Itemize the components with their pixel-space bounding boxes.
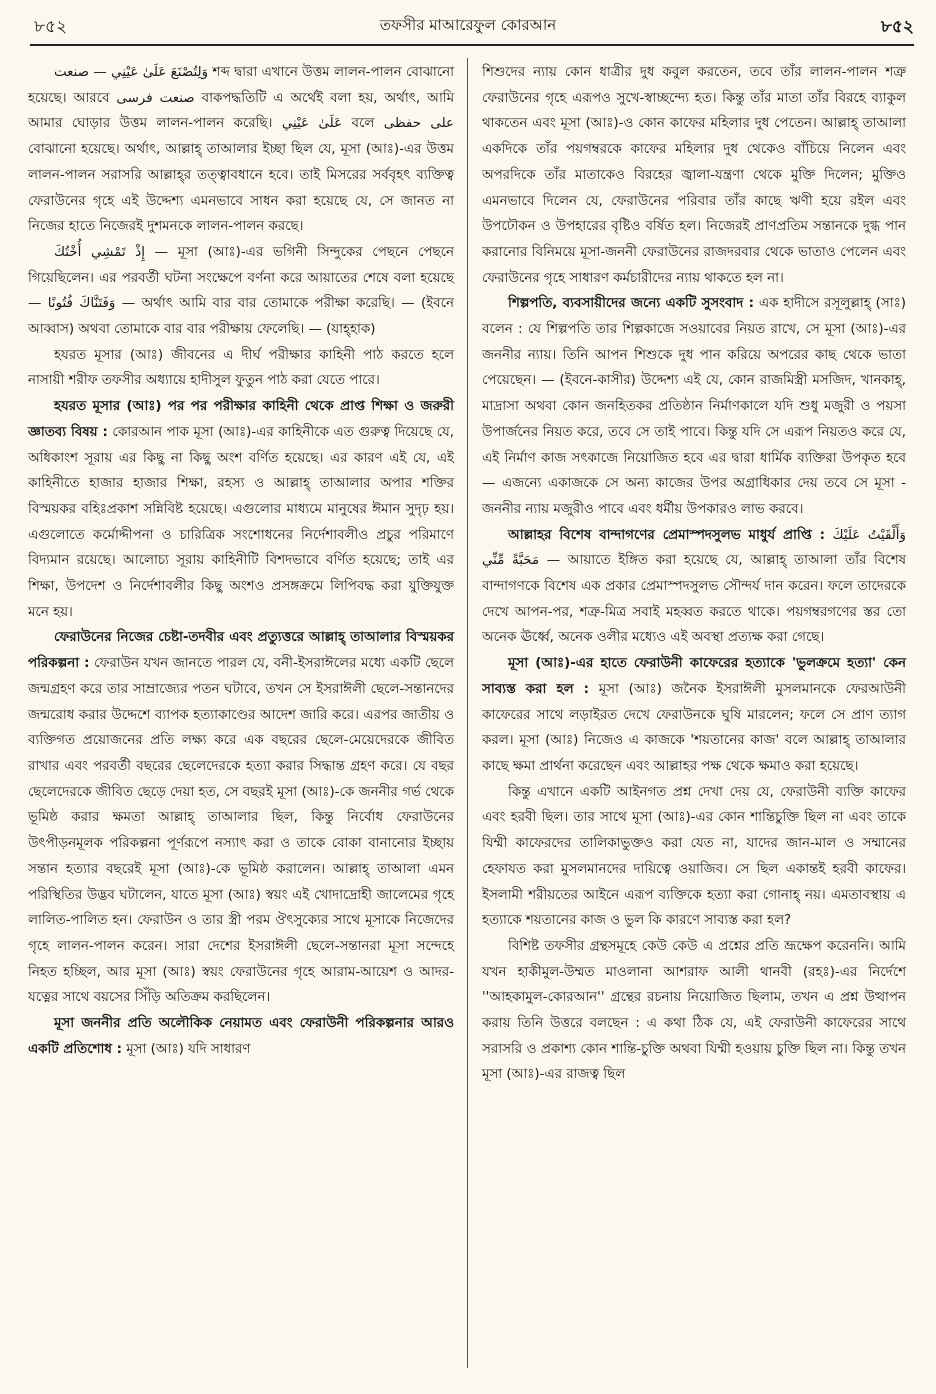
paragraph-text: কোরআন পাক মূসা (আঃ)-এর কাহিনীকে এত গুরুত্ব দিয়েছে যে, অধিকাংশ সূরায় এর কিছু না কিছু অংশ বর্ণিত হয়েছে। এর কারণ এই যে, এই কাহিনীতে হাজার হাজার শিক্ষা, রহস্য ও আল্লাহ্ তাআলার অপার শক্তির বিস্ময়কর বহিঃপ্রকাশ সন্নিবিষ্ট হয়েছে। এগুলোর মাধ্যমে মানুষের ঈমান সুদৃঢ় হয়। এগুলোতে কর্মোদ্দীপনা ও চারিত্রিক সংশোধনের নির্দেশাবলীও প্রচুর পরিমাণে বিদ্যমান রয়েছে। আলোচ্য সূরায় কাহিনীটি বিশদভাবে বর্ণিত হয়েছে; তাই এর শিক্ষা, উপদেশ ও নির্দেশাবলীর কিছু অংশও প্রসঙ্গক্রমে লিপিবদ্ধ করা যুক্তিযুক্ত মনে হয়। — [28, 424, 454, 620]
paragraph — [482, 780, 906, 934]
paragraph-text: বিশিষ্ট তফসীর গ্রন্থসমূহে কেউ কেউ এ প্রশ্নের প্রতি ভ্রূক্ষেপ করেননি। আমি যখন হাকীমুল-উম্মত মাওলানা আশরাফ আলী থানবী (রহঃ)-এর নির্দেশে ''আহকামুল-কোরআন'' গ্রন্থের রচনায় নিয়োজিত ছিলাম, তখন এ প্রশ্ন উত্থাপন করায় তিনি উত্তরে বলছেন : এ কথা ঠিক যে, এই ফেরাউনী কাফেরের সাথে সরাসরি ও প্রকাশ্য কোন শান্তি-চুক্তি অথবা যিম্মী হওয়ায় চুক্তি ছিল না। কিন্তু তখন মূসা (আঃ)-এর রাজত্ব ছিল — [482, 938, 906, 1083]
section-heading: মূসা (আঃ)-এর হাতে ফেরাউনী কাফেরের হত্যাকে 'ভুলক্রমে হত্যা' কেন সাব্যস্ত করা হল : — [482, 656, 906, 697]
section-heading: হযরত মূসার (আঃ) পর পর পরীক্ষার কাহিনী থেকে প্রাপ্ত শিক্ষা ও জরুরী জ্ঞাতব্য বিষয় : — [28, 399, 454, 440]
paragraph — [482, 523, 906, 652]
page-number-left: ৮৫২ — [34, 17, 68, 37]
paragraph-text: শিশুদের ন্যায় কোন ধাত্রীর দুধ কবুল করতেন, তবে তাঁর লালন-পালন শত্রু ফেরাউনের গৃহে এরূপও সুখে-স্বাচ্ছন্দ্যে হত। কিন্তু তাঁর মাতা তাঁর বিরহে ব্যাকুল থাকতেন এবং মূসা (আঃ)-ও কোন কাফের মহিলার দুধ পেতেন। আল্লাহ্ তাআলা একদিকে তাঁর পয়গম্বরকে কাফের মহিলার দুধ থেকেও বাঁচিয়ে নিলেন এবং অপরদিকে তাঁর মাতাকেও বিরহের জ্বালা-যন্ত্রণা থেকে মুক্তি দিলেন; মুক্তিও এমনভাবে দিলেন যে, ফেরাউনের পরিবার তাঁর কাছে ঋণী হয়ে রইল এবং উপঢৌকন ও উপহারের বৃষ্টিও বর্ষিত হল। নিজেরই প্রাণপ্রতিম সন্তানকে দুগ্ধ পান করানোর বিনিময়ে মূসা-জননী ফেরাউনের রাজদরবার থেকে ভাতাও পেলেন এবং ফেরাউনের গৃহে সাধারণ কর্মচারীদের ন্যায় থাকতে হল না। — [482, 65, 906, 286]
paragraph — [28, 394, 454, 625]
paragraph-text: وَلِتُصْنَعَ عَلَىٰ عَيْنِي — صنعت শব্দ দ্বারা এখানে উত্তম লালন-পালন বোঝানো হয়েছে। আরবে صنعت فرسی বাকপদ্ধতিটি এ অর্থেই বলা হয়, অর্থাৎ, আমি আমার ঘোড়ার উত্তম লালন-পালন করেছি। عَلَىٰ عَيْنِي বলে علی حفظی বোঝানো হয়েছে। অর্থাৎ, আল্লাহ্ তাআলার ইচ্ছা ছিল যে, মূসা (আঃ)-এর উত্তম লালন-পালন সরাসরি আল্লাহ্‌র তত্ত্বাবধানে হবে। তাই মিসরের সর্ববৃহৎ ব্যক্তিত্ব ফেরাউনের গৃহে এই উদ্দেশ্য এমনভাবে সাধন করা হয়েছে যে, সে জানত না নিজের হাতে নিজেরই দুশমনকে লালন-পালন করছে। — [28, 65, 455, 235]
paragraph — [482, 934, 906, 1088]
paragraph-text: إِذْ تَمْشِي أُخْتُكَ — মূসা (আঃ)-এর ভগিনী সিন্দুকের পেছনে পেছনে গিয়েছিলেন। এর পরবর্তী ঘটনা সংক্ষেপে বর্ণনা করে আয়াতের শেষে বলা হয়েছে— وَفَتَنَّاكَ فُتُونًا — অর্থাৎ আমি বার বার তোমাকে পরীক্ষা করেছি। — (ইবনে আব্বাস) অথবা তোমাকে বার বার পরীক্ষায় ফেলেছি। — (যাহ্হাক) — [28, 244, 454, 338]
page-number-right: ৮৫২ — [880, 17, 914, 37]
section-heading: ফেরাউনের নিজের চেষ্টা-তদবীর এবং প্রত্যুত্তরে আল্লাহ্ তাআলার বিস্ময়কর পরিকল্পনা : — [28, 630, 454, 672]
paragraph-text: কিন্তু এখানে একটি আইনগত প্রশ্ন দেখা দেয় যে, ফেরাউনী ব্যক্তি কাফের এবং হরবী ছিল। তার সাথে মূসা (আঃ)-এর কোন শান্তিচুক্তি ছিল না এবং তাকে যিম্মী কাফেরদের তালিকাভুক্তও করা যেত না, যাদের জান-মাল ও সম্মানের হেফাযত করা মুসলমানদের দায়িত্বে ওয়াজিব। সে ছিল একান্তই হরবী কাফের। ইসলামী শরীয়তের আইনে এরূপ ব্যক্তিকে হত্যা করা গোনাহ্ নয়। এমতাবস্থায় এ হত্যাকে শয়তানের কাজ ও ভুল কি কারণে সাব্যস্ত করা হল? — [482, 784, 906, 929]
paragraph — [28, 1011, 454, 1062]
paragraph — [28, 625, 454, 1011]
paragraph-text: ফেরাউন যখন জানতে পারল যে, বনী-ইসরাঈলের মধ্যে একটি ছেলে জন্মগ্রহণ করে তার সাম্রাজ্যের পতন ঘটাবে, তখন সে ইসরাঈলী ছেলে-সন্তানদের জন্মরোধ করার উদ্দেশে ব্যাপক হত্যাকাণ্ডের আদেশ জারি করে। এরপর জাতীয় ও ব্যক্তিগত প্রয়োজনের প্রতি লক্ষ্য করে এক বছরের ছেলে-মেয়েদেরকে জীবিত রাখার এবং পরবর্তী বছরের ছেলেদেরকে হত্যা করার সিদ্ধান্ত গ্রহণ করে। যে বছর ছেলেদেরকে জীবিত ছেড়ে দেয়া হত, সে বছরই মূসা (আঃ)-কে জননীর গর্ভ থেকে ভূমিষ্ঠ করার ক্ষমতা আল্লাহ্ তাআলার ছিল, কিন্তু নির্বোধ ফেরাউনের উৎপীড়নমূলক পরিকল্পনা পূর্ণরূপে নস্যাৎ করা ও তাকে বোকা বানানোর ইচ্ছায় সন্তান হত্যার বছরেই মূসা (আঃ)-কে ভূমিষ্ঠ করালেন। আল্লাহ্ তাআলা এমন পরিস্থিতির উদ্ভব ঘটালেন, যাতে মূসা (আঃ) স্বয়ং এই খোদাদ্রোহী জালেমের গৃহে লালিত-পালিত হন। ফেরাউন ও তার স্ত্রী পরম ঔৎসুক্যের সাথে মূসাকে নিজেদের গৃহে লালন-পালন করেন। সারা দেশের ইসরাঈলী ছেলে-সন্তানরা মূসা সন্দেহে নিহত হচ্ছিল, আর মূসা (আঃ) স্বয়ং ফেরাউনের গৃহে আরাম-আয়েশ ও আদর-যত্নের সাথে বয়সের সিঁড়ি অতিক্রম করছিলেন। — [28, 656, 454, 1006]
paragraph — [482, 291, 906, 522]
left-column — [28, 60, 454, 1062]
paragraph-text: মূসা (আঃ) যদি সাধারণ — [126, 1041, 251, 1057]
right-column — [482, 60, 906, 1088]
header-rule — [30, 44, 914, 46]
column-divider — [467, 58, 468, 1368]
section-heading: আল্লাহর বিশেষ বান্দাগণের প্রেমাস্পদসুলভ মাধুর্য প্রাপ্তি : — [508, 527, 825, 543]
paragraph — [28, 343, 454, 394]
paragraph-text: এক হাদীসে রসূলুল্লাহ্ (সাঃ) বলেন : যে শিল্পপতি তার শিল্পকাজে সওয়াবের নিয়ত রাখে, সে মূসা (আঃ)-এর জননীর ন্যায়। তিনি আপন শিশুকে দুধ পান করিয়ে অপরের কাছ থেকে ভাতা পেয়েছেন। — (ইবনে-কাসীর) উদ্দেশ্য এই যে, কোন রাজমিস্ত্রী মসজিদ, খানকাহ্, মাদ্রাসা অথবা কোন জনহিতকর প্রতিষ্ঠান নির্মাণকালে যদি শুধু মজুরী ও পয়সা উপার্জনের নিয়ত করে, তবে সে তাই পাবে। কিন্তু যদি সে এরূপ নিয়তও করে যে, এই নির্মাণ কাজ সৎকাজে নিয়োজিত হবে এর দ্বারা ধার্মিক ব্যক্তিরা উপকৃত হবে — এজন্যে একাজকে সে অন্য কাজের উপর অগ্রাধিকার দেয় তবে সে মূসা - জননীর ন্যায় মজুরীও পাবে এবং ধর্মীয় উপকারও লাভ করবে। — [482, 296, 906, 517]
paragraph-text: মূসা (আঃ) জনৈক ইসরাঈলী মুসলমানকে ফেরআউনী কাফেরের সাথে লড়াইরত দেখে ফেরাউনকে ঘুষি মারলেন; ফলে সে প্রাণ ত্যাগ করল। মূসা (আঃ) নিজেও এ কাজকে 'শয়তানের কাজ' বলে আল্লাহ্ তাআলার কাছে ক্ষমা প্রার্থনা করেছেন এবং আল্লাহর পক্ষ থেকে ক্ষমাও করা হয়েছে। — [482, 681, 906, 774]
section-heading: শিল্পপতি, ব্যবসায়ীদের জন্যে একটি সুসংবাদ : — [508, 296, 754, 312]
page-header — [0, 0, 936, 58]
paragraph — [28, 240, 454, 343]
running-title: তফসীর মাআরেফুল কোরআন — [379, 16, 557, 34]
section-heading: মূসা জননীর প্রতি অলৌকিক নেয়ামত এবং ফেরাউনী পরিকল্পনার আরও একটি প্রতিশোধ : — [28, 1016, 454, 1057]
paragraph — [482, 651, 906, 780]
paragraph-text: وَأَلْقَيْتُ عَلَيْكَ مَحَبَّةً مِّنِّي — আয়াতে ইঙ্গিত করা হয়েছে যে, আল্লাহ্ তাআলা তাঁর বিশেষ বান্দাগণকে বিশেষ এক প্রকার প্রেমাস্পদসুলভ সৌন্দর্য দান করেন। ফলে তাদেরকে দেখে আপন-পর, শত্রু-মিত্র সবাই মহব্বত করতে থাকে। পয়গম্বরগণের স্তর তো অনেক ঊর্ধ্বে, অনেক ওলীর মধ্যেও এই অবস্থা প্রত্যক্ষ করা গেছে। — [482, 527, 906, 646]
paragraph-text: হযরত মূসার (আঃ) জীবনের এ দীর্ঘ পরীক্ষার কাহিনী পাঠ করতে হলে নাসায়ী শরীফ তফসীর অধ্যায়ে হাদীসুল ফুতুন পাঠ করা যেতে পারে। — [28, 347, 454, 389]
paragraph — [28, 60, 454, 240]
paragraph — [482, 60, 906, 291]
